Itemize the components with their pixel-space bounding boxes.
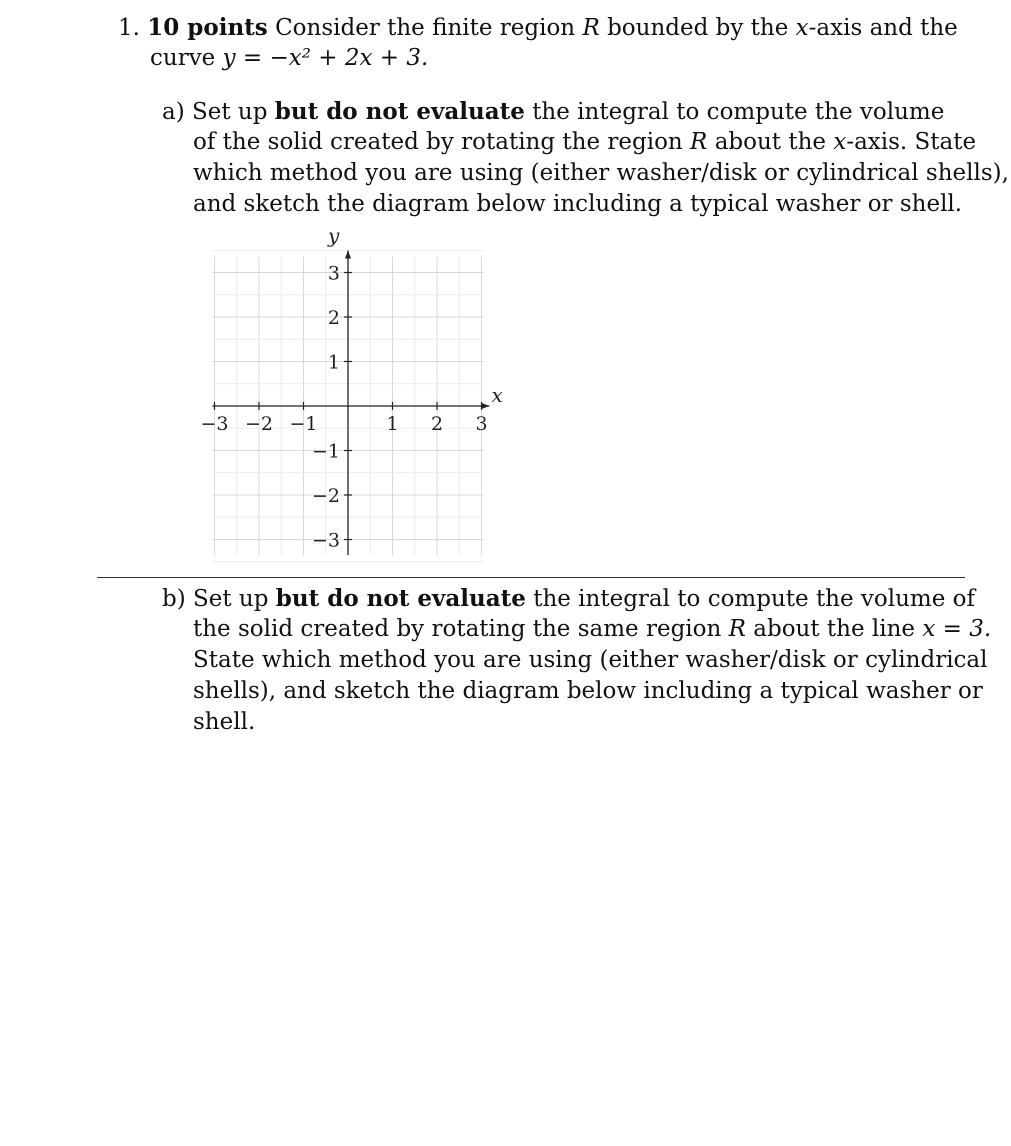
x-tick-label: −2 xyxy=(244,413,274,435)
part-a-text: Set up xyxy=(192,99,268,125)
x-axis-label: x xyxy=(491,383,503,407)
x-variable: x xyxy=(795,15,809,41)
x-axis-arrow-icon xyxy=(482,403,490,409)
section-divider xyxy=(97,577,965,578)
part-b-line-1 xyxy=(162,583,975,615)
x-variable: x xyxy=(833,129,847,155)
problem-points: 10 points xyxy=(147,14,268,41)
problem-intro-text-2: bounded by the xyxy=(607,15,789,41)
part-a-line-3: which method you are using (either washer/disk or cylindrical shells), xyxy=(193,160,1009,186)
part-a-bold-instruction: but do not evaluate xyxy=(274,98,525,125)
part-a-text: of the solid created by rotating the region xyxy=(193,129,683,155)
x-tick-label: −3 xyxy=(200,413,229,435)
problem-intro-text-3: -axis and the xyxy=(808,15,958,41)
part-b-line-4: shells), and sketch the diagram below including a typical washer or xyxy=(193,678,983,704)
x-tick-label: 1 xyxy=(386,413,399,435)
x-tick-label: 3 xyxy=(475,413,488,435)
curve-equation: y = −x² + 2x + 3. xyxy=(222,45,429,71)
problem-number: 1. xyxy=(118,15,140,41)
region-variable: R xyxy=(728,616,746,642)
y-tick-label: −1 xyxy=(311,440,340,463)
y-tick-label: 2 xyxy=(327,307,340,329)
part-b-line-2 xyxy=(193,614,991,645)
part-b-text: about the line xyxy=(753,616,916,642)
y-tick-label: −3 xyxy=(311,529,340,552)
part-b-label: b) xyxy=(162,586,186,612)
region-variable: R xyxy=(582,15,600,41)
part-b-text: the solid created by rotating the same region xyxy=(193,616,722,642)
part-a-text: -axis. State xyxy=(846,129,977,155)
x-tick-label: 2 xyxy=(430,413,444,435)
part-b-line-5: shell. xyxy=(193,709,256,735)
y-tick-label: 1 xyxy=(327,351,340,374)
part-a-line-4: and sketch the diagram below including a typical washer or shell. xyxy=(193,191,963,217)
part-b-line-3: State which method you are using (either washer/disk or cylindrical xyxy=(193,647,988,673)
rotation-line-equation: x = 3. xyxy=(922,616,992,642)
region-variable: R xyxy=(690,129,708,155)
part-a-text: about the xyxy=(714,129,827,155)
part-a-text: the integral to compute the volume xyxy=(532,99,945,125)
problem-intro-text: Consider the finite region xyxy=(275,15,576,41)
part-a-label: a) xyxy=(162,99,185,125)
part-b-bold-instruction: but do not evaluate xyxy=(275,585,526,612)
y-tick-label: 3 xyxy=(327,262,340,285)
y-tick-label: −2 xyxy=(311,485,340,507)
curve-word: curve xyxy=(150,45,216,71)
part-b-text: the integral to compute the volume of xyxy=(533,586,976,612)
y-axis-arrow-icon xyxy=(345,251,351,259)
y-axis-label: y xyxy=(328,223,340,248)
part-b-text: Set up xyxy=(193,586,269,612)
x-tick-label: −1 xyxy=(289,413,318,435)
